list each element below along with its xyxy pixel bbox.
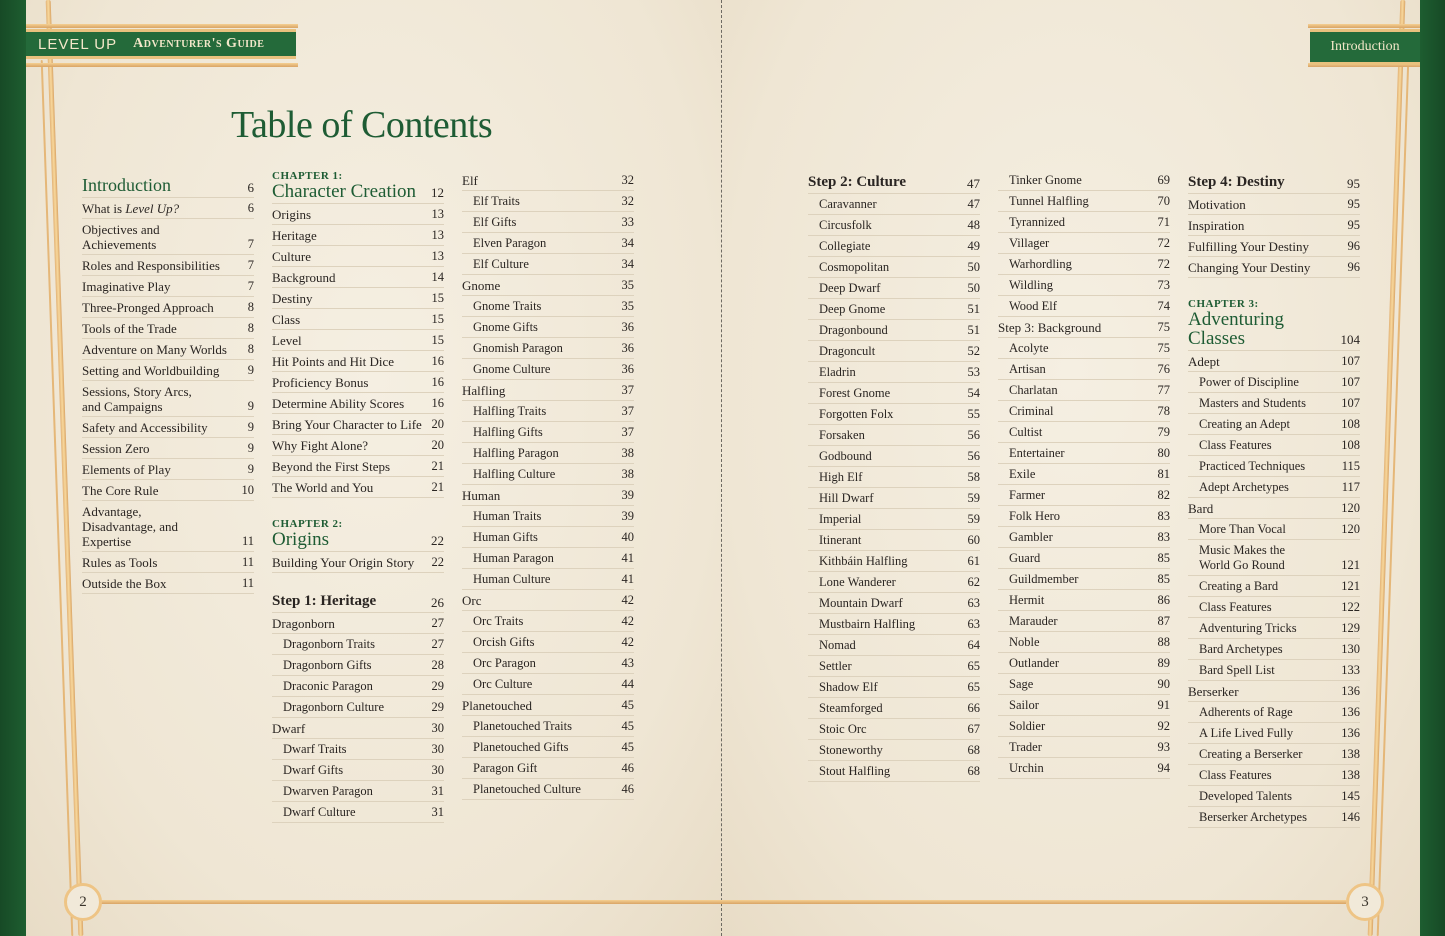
toc-entry[interactable]: Bard Spell List 133 (1188, 660, 1360, 681)
toc-entry[interactable]: Culture 13 (272, 246, 444, 267)
toc-entry[interactable]: Adventuring Tricks 129 (1188, 618, 1360, 639)
toc-entry[interactable]: Orc 42 (462, 590, 634, 611)
frame-hbar-under-ribbon-left (26, 63, 298, 67)
toc-entry[interactable]: Roles and Responsibilities 7 (82, 255, 254, 276)
toc-entry[interactable]: Wildling 73 (998, 275, 1170, 296)
toc-entry[interactable]: Hill Dwarf 59 (808, 488, 980, 509)
toc-step-heading[interactable]: Step 2: Culture 47 (808, 170, 980, 194)
spacer (272, 573, 444, 589)
toc-entry[interactable]: Halfling 37 (462, 380, 634, 401)
toc-entry[interactable]: Halfling Paragon 38 (462, 443, 634, 464)
toc-entry[interactable]: Steamforged 66 (808, 698, 980, 719)
chapter-1-heading[interactable]: CHAPTER 1: Character Creation 12 (272, 170, 444, 202)
toc-entry[interactable]: Gambler 83 (998, 527, 1170, 548)
toc-entry[interactable]: Deep Gnome 51 (808, 299, 980, 320)
toc-entry[interactable]: Elf Traits 32 (462, 191, 634, 212)
toc-entry[interactable]: Planetouched 45 (462, 695, 634, 716)
toc-column-6 (1188, 170, 1360, 828)
toc-entry[interactable]: Rules as Tools 11 (82, 552, 254, 573)
toc-entry[interactable]: Planetouched Gifts 45 (462, 737, 634, 758)
toc-entry[interactable]: Guildmember 85 (998, 569, 1170, 590)
toc-entry[interactable]: Cosmopolitan 50 (808, 257, 980, 278)
section-tab: Introduction (1330, 39, 1400, 54)
toc-entry[interactable]: Soldier 92 (998, 716, 1170, 737)
toc-entry[interactable]: Sailor 91 (998, 695, 1170, 716)
toc-entry[interactable]: Hermit 86 (998, 590, 1170, 611)
toc-entry[interactable]: Developed Talents 145 (1188, 786, 1360, 807)
toc-entry[interactable]: Class 15 (272, 309, 444, 330)
toc-entry[interactable]: Itinerant 60 (808, 530, 980, 551)
toc-entry[interactable]: Human Traits 39 (462, 506, 634, 527)
toc-entry[interactable]: Urchin 94 (998, 758, 1170, 779)
toc-entry[interactable]: Paragon Gift 46 (462, 758, 634, 779)
toc-entry[interactable]: Dwarf Traits 30 (272, 739, 444, 760)
toc-entry[interactable]: Dragonborn Traits 27 (272, 634, 444, 655)
toc-entry[interactable]: Wood Elf 74 (998, 296, 1170, 317)
toc-entry[interactable]: Mustbairn Halfling 63 (808, 614, 980, 635)
toc-entry[interactable]: Exile 81 (998, 464, 1170, 485)
toc-step-heading[interactable]: Step 4: Destiny 95 (1188, 170, 1360, 194)
toc-entry[interactable]: Imperial 59 (808, 509, 980, 530)
toc-entry[interactable]: Gnomish Paragon 36 (462, 338, 634, 359)
toc-entry[interactable]: Dwarven Paragon 31 (272, 781, 444, 802)
toc-entry[interactable]: Collegiate 49 (808, 236, 980, 257)
toc-entry[interactable]: Berserker 136 (1188, 681, 1360, 702)
toc-entry[interactable]: Adept 107 (1188, 351, 1360, 372)
toc-column-5 (998, 170, 1170, 779)
toc-entry[interactable]: Proficiency Bonus 16 (272, 372, 444, 393)
toc-entry[interactable]: More Than Vocal 120 (1188, 519, 1360, 540)
toc-entry[interactable]: Dragonborn 27 (272, 613, 444, 634)
toc-entry[interactable]: Changing Your Destiny 96 (1188, 257, 1360, 278)
toc-entry[interactable]: Planetouched Culture 46 (462, 779, 634, 800)
toc-entry[interactable]: Dragonborn Gifts 28 (272, 655, 444, 676)
toc-entry[interactable]: Practiced Techniques 115 (1188, 456, 1360, 477)
header-ribbon-left (26, 29, 296, 59)
toc-entry[interactable]: Deep Dwarf 50 (808, 278, 980, 299)
toc-entry[interactable]: Kithbáin Halfling 61 (808, 551, 980, 572)
toc-entry[interactable]: Background 14 (272, 267, 444, 288)
toc-entry[interactable]: Villager 72 (998, 233, 1170, 254)
chapter-3-heading[interactable]: CHAPTER 3: Adventuring Classes 104 (1188, 298, 1360, 349)
toc-entry[interactable]: Artisan 76 (998, 359, 1170, 380)
toc-entry[interactable]: Dwarf 30 (272, 718, 444, 739)
toc-entry[interactable]: Stoneworthy 68 (808, 740, 980, 761)
toc-entry[interactable]: Orc Paragon 43 (462, 653, 634, 674)
toc-entry[interactable]: Lone Wanderer 62 (808, 572, 980, 593)
toc-entry[interactable]: Draconic Paragon 29 (272, 676, 444, 697)
toc-entry[interactable]: Orc Traits 42 (462, 611, 634, 632)
toc-entry[interactable]: Bring Your Character to Life 20 (272, 414, 444, 435)
toc-entry[interactable]: Outside the Box 11 (82, 573, 254, 594)
toc-step-heading[interactable]: Step 1: Heritage 26 (272, 589, 444, 613)
toc-entry[interactable]: The World and You 21 (272, 477, 444, 498)
toc-entry[interactable]: Godbound 56 (808, 446, 980, 467)
toc-entry[interactable]: Session Zero 9 (82, 438, 254, 459)
toc-entry[interactable]: Adept Archetypes 117 (1188, 477, 1360, 498)
toc-entry[interactable]: Origins 13 (272, 204, 444, 225)
chapter-3-entries (1188, 351, 1360, 828)
toc-entry[interactable]: Determine Ability Scores 16 (272, 393, 444, 414)
toc-entry[interactable]: Power of Discipline 107 (1188, 372, 1360, 393)
toc-entry[interactable]: Setting and Worldbuilding 9 (82, 360, 254, 381)
toc-entry[interactable]: Stoic Orc 67 (808, 719, 980, 740)
toc-entry[interactable]: Dragoncult 52 (808, 341, 980, 362)
toc-entry[interactable]: Circusfolk 48 (808, 215, 980, 236)
frame-hbar-top-right (1308, 24, 1420, 28)
toc-entry[interactable]: Building Your Origin Story 22 (272, 552, 444, 573)
toc-entry[interactable]: Forest Gnome 54 (808, 383, 980, 404)
toc-entry[interactable]: Adventure on Many Worlds 8 (82, 339, 254, 360)
toc-entry[interactable]: Nomad 64 (808, 635, 980, 656)
toc-entry[interactable]: Eladrin 53 (808, 362, 980, 383)
toc-entry[interactable]: Cultist 79 (998, 422, 1170, 443)
toc-entry[interactable]: Human Culture 41 (462, 569, 634, 590)
toc-entry[interactable]: Step 3: Background 75 (998, 317, 1170, 338)
toc-entry[interactable]: Halfling Culture 38 (462, 464, 634, 485)
toc-entry[interactable]: Human Paragon 41 (462, 548, 634, 569)
frame-hbar-top-left (26, 24, 298, 28)
toc-entry[interactable]: Elf 32 (462, 170, 634, 191)
toc-entry[interactable]: Caravanner 47 (808, 194, 980, 215)
toc-entry[interactable]: Hit Points and Hit Dice 16 (272, 351, 444, 372)
frame-hbar-bottom-left (98, 900, 722, 904)
toc-entry[interactable]: Dwarf Culture 31 (272, 802, 444, 823)
chapter-2-heading[interactable]: CHAPTER 2: Origins 22 (272, 518, 444, 550)
toc-column-4 (808, 170, 980, 782)
toc-entry[interactable]: Settler 65 (808, 656, 980, 677)
toc-entry[interactable]: Tools of the Trade 8 (82, 318, 254, 339)
toc-entry[interactable]: Gnome 35 (462, 275, 634, 296)
toc-entry[interactable]: Marauder 87 (998, 611, 1170, 632)
header-ribbon-right (1310, 29, 1420, 65)
toc-column-2 (272, 170, 444, 823)
toc-entry[interactable]: Sage 90 (998, 674, 1170, 695)
toc-column-3 (462, 170, 634, 800)
toc-entry[interactable]: Objectives and Achievements 7 (82, 219, 254, 255)
toc-entry[interactable]: Charlatan 77 (998, 380, 1170, 401)
toc-entry[interactable]: Beyond the First Steps 21 (272, 456, 444, 477)
toc-entry[interactable]: Bard Archetypes 130 (1188, 639, 1360, 660)
toc-entry[interactable]: Trader 93 (998, 737, 1170, 758)
toc-entry-introduction[interactable]: Introduction 6 (82, 172, 254, 198)
page-title: Table of Contents (231, 104, 493, 146)
toc-entry[interactable]: Sessions, Story Arcs, and Campaigns 9 (82, 381, 254, 417)
toc-entry[interactable]: Elf Culture 34 (462, 254, 634, 275)
toc-entry[interactable]: Imaginative Play 7 (82, 276, 254, 297)
toc-entry[interactable]: Level 15 (272, 330, 444, 351)
toc-entry[interactable]: Class Features 122 (1188, 597, 1360, 618)
toc-entry[interactable]: Elements of Play 9 (82, 459, 254, 480)
toc-entry[interactable]: Dwarf Gifts 30 (272, 760, 444, 781)
frame-hbar-bottom-right (722, 900, 1346, 904)
toc-entry[interactable]: Criminal 78 (998, 401, 1170, 422)
toc-entry[interactable]: Orc Culture 44 (462, 674, 634, 695)
page-gutter-divider (721, 0, 722, 936)
toc-entry[interactable]: Destiny 15 (272, 288, 444, 309)
toc-entry[interactable]: Outlander 89 (998, 653, 1170, 674)
toc-entry[interactable]: Elven Paragon 34 (462, 233, 634, 254)
toc-entry[interactable]: Farmer 82 (998, 485, 1170, 506)
toc-entry[interactable]: Why Fight Alone? 20 (272, 435, 444, 456)
toc-entry[interactable]: Warhordling 72 (998, 254, 1170, 275)
toc-entry[interactable]: Creating an Adept 108 (1188, 414, 1360, 435)
toc-entry[interactable]: Adherents of Rage 136 (1188, 702, 1360, 723)
page-number-left: 2 (64, 883, 102, 921)
toc-entry[interactable]: Entertainer 80 (998, 443, 1170, 464)
toc-entry[interactable]: Folk Hero 83 (998, 506, 1170, 527)
toc-entry[interactable]: Advantage, Disadvantage, and Expertise 11 (82, 501, 254, 552)
toc-entry[interactable]: Safety and Accessibility 9 (82, 417, 254, 438)
toc-entry[interactable]: Human 39 (462, 485, 634, 506)
toc-entry[interactable]: Gnome Gifts 36 (462, 317, 634, 338)
page-number-right: 3 (1346, 883, 1384, 921)
toc-entry[interactable]: Tunnel Halfling 70 (998, 191, 1170, 212)
toc-entry[interactable]: Stout Halfling 68 (808, 761, 980, 782)
toc-entry[interactable]: Gnome Culture 36 (462, 359, 634, 380)
toc-entry[interactable]: Masters and Students 107 (1188, 393, 1360, 414)
toc-entry[interactable]: Bard 120 (1188, 498, 1360, 519)
toc-entry[interactable]: The Core Rule 10 (82, 480, 254, 501)
toc-entry[interactable]: Halfling Traits 37 (462, 401, 634, 422)
toc-entry[interactable]: A Life Lived Fully 136 (1188, 723, 1360, 744)
toc-entry[interactable]: Halfling Gifts 37 (462, 422, 634, 443)
toc-entry[interactable]: Heritage 13 (272, 225, 444, 246)
book-title: Adventurer's Guide (133, 36, 265, 51)
toc-entry[interactable]: Orcish Gifts 42 (462, 632, 634, 653)
toc-entry[interactable]: Shadow Elf 65 (808, 677, 980, 698)
toc-entry[interactable]: Berserker Archetypes 146 (1188, 807, 1360, 828)
toc-entry[interactable]: Creating a Berserker 138 (1188, 744, 1360, 765)
toc-entry[interactable]: Class Features 138 (1188, 765, 1360, 786)
toc-entry[interactable]: Dragonborn Culture 29 (272, 697, 444, 718)
toc-entry[interactable]: Forgotten Folx 55 (808, 404, 980, 425)
toc-column-1 (82, 172, 254, 594)
toc-entry[interactable]: Planetouched Traits 45 (462, 716, 634, 737)
toc-entry[interactable]: Noble 88 (998, 632, 1170, 653)
toc-entry[interactable]: Acolyte 75 (998, 338, 1170, 359)
toc-entry[interactable]: Three-Pronged Approach 8 (82, 297, 254, 318)
brand-logo-text: LEVEL UP (38, 35, 118, 53)
toc-entry[interactable]: Music Makes the World Go Round 121 (1188, 540, 1360, 576)
toc-entry[interactable]: Guard 85 (998, 548, 1170, 569)
toc-entry[interactable]: Elf Gifts 33 (462, 212, 634, 233)
toc-entry[interactable]: Dragonbound 51 (808, 320, 980, 341)
toc-entry[interactable]: Creating a Bard 121 (1188, 576, 1360, 597)
toc-entry[interactable]: Motivation 95 (1188, 194, 1360, 215)
toc-entry[interactable]: Tyrannized 71 (998, 212, 1170, 233)
toc-entry[interactable]: High Elf 58 (808, 467, 980, 488)
toc-entry[interactable]: Class Features 108 (1188, 435, 1360, 456)
toc-entry[interactable]: Tinker Gnome 69 (998, 170, 1170, 191)
toc-entry[interactable]: Forsaken 56 (808, 425, 980, 446)
toc-entry[interactable]: Inspiration 95 (1188, 215, 1360, 236)
toc-entry[interactable]: Fulfilling Your Destiny 96 (1188, 236, 1360, 257)
toc-entry[interactable]: What is Level Up? 6 (82, 198, 254, 219)
toc-entry[interactable]: Human Gifts 40 (462, 527, 634, 548)
toc-entry[interactable]: Mountain Dwarf 63 (808, 593, 980, 614)
toc-entry[interactable]: Gnome Traits 35 (462, 296, 634, 317)
